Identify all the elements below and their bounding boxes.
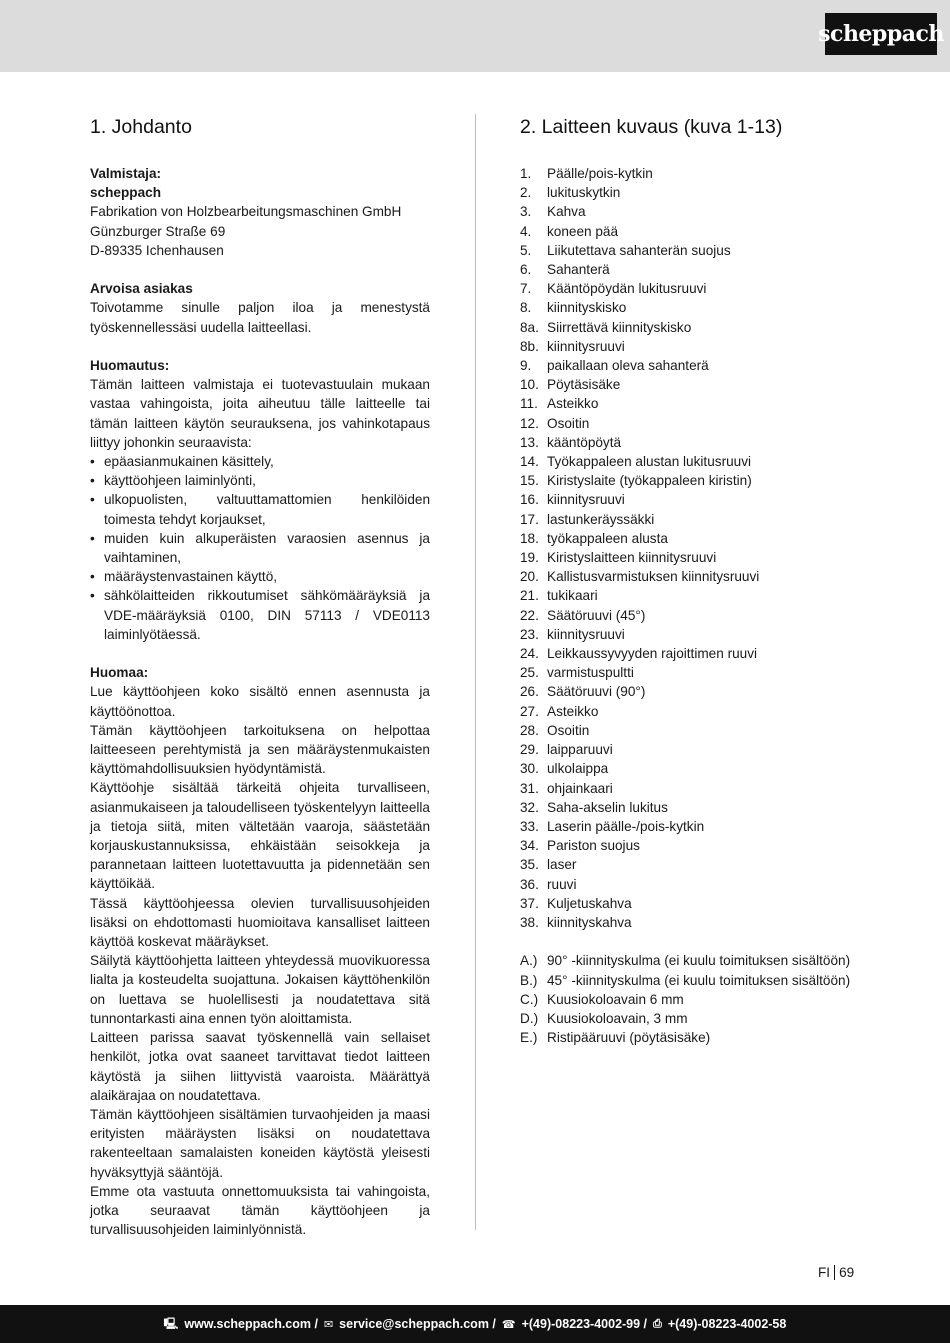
list-item-number: 14. <box>520 454 539 470</box>
list-item-text: Säätöruuvi (90°) <box>547 684 646 700</box>
note-label: Huomaa: <box>90 665 149 681</box>
list-item <box>520 586 860 605</box>
list-item-text: varmistuspultti <box>547 665 634 681</box>
note-paragraph: Emme ota vastuuta onnettomuuksista tai vahingoista, jotka seuraavat tämän käyttöohjeen ja turvallisuusohjeiden laiminlyönnistä. <box>90 1183 430 1238</box>
list-item <box>520 817 860 836</box>
list-item: • määräystenvastainen käyttö, <box>90 567 430 586</box>
list-item-number: 8a. <box>520 319 539 335</box>
customer-label: Arvoisa asiakas <box>90 281 193 297</box>
list-item <box>520 414 860 433</box>
manufacturer-label: Valmistaja: <box>90 166 162 181</box>
list-item-text: Kääntöpöydän lukitusruuvi <box>547 281 707 297</box>
list-item-number: 8. <box>520 300 532 316</box>
list-item-text: laipparuuvi <box>547 742 613 758</box>
list-item-number: 9. <box>520 358 532 374</box>
note-paragraph: Käyttöohje sisältää tärkeitä ohjeita turvalliseen, asianmukaiseen ja taloudelliseen työskentelyyn laitteella ja tietoja siitä, miten vältetään vaaroja, säästetään korjauskustannuksissa, ehkäistään seisokkeja ja parannetaan laitteen luotettavuutta ja pidennetään sen käyttöikää. <box>90 780 430 892</box>
manufacturer-block <box>90 164 430 260</box>
list-item-text: Leikkaussyvyyden rajoittimen ruuvi <box>547 646 758 662</box>
list-item-number: 11. <box>520 396 538 412</box>
list-item <box>520 894 860 913</box>
note-block <box>90 663 430 1239</box>
list-item-text: Kuusiokoloavain 6 mm <box>547 991 684 1007</box>
list-item-number: 23. <box>520 626 539 642</box>
page-language: FI <box>818 1265 831 1280</box>
customer-text: Toivotamme sinulle paljon iloa ja menestystä työskennellessäsi uudella laitteellasi. <box>90 300 430 335</box>
list-item <box>520 721 860 740</box>
list-item <box>520 644 860 663</box>
notice-label: Huomautus: <box>90 358 170 373</box>
list-item <box>520 875 860 894</box>
list-item-text: laser <box>547 857 577 873</box>
list-item-text: koneen pää <box>547 223 619 239</box>
list-item-number: 8b. <box>520 338 539 354</box>
list-item <box>520 625 860 644</box>
list-item <box>520 433 860 452</box>
footer-email: service@scheppach.com / <box>339 1317 496 1331</box>
list-item-text: Kiristyslaitteen kiinnitysruuvi <box>547 550 717 566</box>
note-paragraph: Tässä käyttöohjeessa olevien turvallisuusohjeiden lisäksi on ehdottomasti huomioitava kansalliset laitteen käyttöä koskevat määräykset. <box>90 895 430 950</box>
note-paragraph: Tämän käyttöohjeen sisältämien turvaohjeiden ja maasi erityisten määräysten lisäksi on noudatettava rakenteeltaan samalaisten koneiden käytöstä yleisesti hyväksyttyjä sääntöjä. <box>90 1106 430 1180</box>
list-item <box>520 375 860 394</box>
list-item <box>520 241 860 260</box>
list-item <box>520 452 860 471</box>
list-item <box>520 567 860 586</box>
list-item <box>520 490 860 509</box>
list-item: • sähkölaitteiden rikkoutumiset sähkömääräyksiä ja VDE-määräyksiä 0100, DIN 57113 / VDE0113 laiminlyötäessä. <box>90 586 430 644</box>
list-item-number: 10. <box>520 377 539 393</box>
list-item-text: Kallistusvarmistuksen kiinnitysruuvi <box>547 569 760 585</box>
list-item-number: 22. <box>520 607 539 623</box>
list-item <box>520 529 860 548</box>
page-number <box>818 1265 854 1280</box>
list-item-text: 90° -kiinnityskulma (ei kuulu toimituksen sisältöön) <box>547 953 851 969</box>
manufacturer-line: Fabrikation von Holzbearbeitungsmaschinen GmbH <box>90 204 402 220</box>
list-item <box>520 779 860 798</box>
note-paragraph: Laitteen parissa saavat työskennellä vain sellaiset henkilöt, jotka ovat saaneet tarvittavat tiedot laitteen käytöstä ja siihen liittyvistä vaaroista. Määrättyä alaikärajaa on noudatettava. <box>90 1030 430 1103</box>
list-item-text: Kiristyslaite (työkappaleen kiristin) <box>547 473 752 489</box>
list-item <box>520 913 860 932</box>
notice-block <box>90 356 430 644</box>
notice-bullet-list <box>90 452 430 644</box>
section-heading-introduction: 1. Johdanto <box>90 116 192 138</box>
list-item-text: Asteikko <box>547 396 599 412</box>
list-item-number: 37. <box>520 895 539 911</box>
list-item <box>520 164 860 183</box>
list-item-number: 21. <box>520 588 539 604</box>
fax-icon: ⎙ <box>653 1317 662 1330</box>
list-item-text: Siirrettävä kiinnityskisko <box>547 319 692 335</box>
section-heading-description: 2. Laitteen kuvaus (kuva 1-13) <box>520 116 783 138</box>
list-item-text: Kahva <box>547 204 586 220</box>
list-item-text: ruuvi <box>547 876 577 892</box>
list-item-text: Työkappaleen alustan lukitusruuvi <box>547 454 752 470</box>
list-item-number: 29. <box>520 742 539 758</box>
list-item-text: kiinnitysruuvi <box>547 338 625 354</box>
list-item <box>520 394 860 413</box>
description-column <box>520 114 860 1047</box>
list-item <box>520 279 860 298</box>
list-item-text: kiinnitysruuvi <box>547 492 625 508</box>
list-item-text: Kuusiokoloavain, 3 mm <box>547 1010 688 1026</box>
header-band <box>0 0 950 72</box>
page-separator <box>834 1265 835 1280</box>
list-item <box>520 702 860 721</box>
list-item-number: 20. <box>520 569 539 585</box>
list-item <box>520 798 860 817</box>
list-item <box>520 740 860 759</box>
list-item-text: Pöytäsisäke <box>547 377 621 393</box>
notice-intro: Tämän laitteen valmistaja ei tuotevastuulain mukaan vastaa vahingoista, joita aiheutuu tälle laitteelle tai tämän laitteen käytön seurauksena, jos vahinkotapaus liittyy johonkin seuraavista: <box>90 377 430 450</box>
manufacturer-line: Günzburger Straße 69 <box>90 223 226 239</box>
list-item-number: 36. <box>520 876 539 892</box>
list-item <box>520 260 860 279</box>
list-item-number: A.) <box>520 953 538 969</box>
list-item-text: lukituskytkin <box>547 185 621 201</box>
envelope-icon: ✉ <box>323 1318 334 1331</box>
list-item-number: 1. <box>520 166 532 181</box>
list-item <box>520 298 860 317</box>
list-item-text: Päälle/pois-kytkin <box>547 166 653 181</box>
list-item <box>520 990 860 1009</box>
list-item-text: Sahanterä <box>547 262 610 278</box>
list-item <box>520 202 860 221</box>
list-item-number: 4. <box>520 223 532 239</box>
list-item <box>520 1009 860 1028</box>
list-item-number: 38. <box>520 914 539 930</box>
list-item: • ulkopuolisten, valtuuttamattomien henkilöiden toimesta tehdyt korjaukset, <box>90 490 430 528</box>
customer-block <box>90 279 430 337</box>
list-item-text: Säätöruuvi (45°) <box>547 607 646 623</box>
list-item <box>520 836 860 855</box>
introduction-column <box>90 114 430 1239</box>
manufacturer-line: D-89335 Ichenhausen <box>90 242 224 258</box>
list-item <box>520 663 860 682</box>
list-item-text: kääntöpöytä <box>547 434 622 450</box>
list-item-number: 27. <box>520 703 539 719</box>
list-item-number: 6. <box>520 262 532 278</box>
list-item-text: Pariston suojus <box>547 838 640 854</box>
manufacturer-name: scheppach <box>90 185 162 201</box>
list-item <box>520 318 860 337</box>
list-item <box>520 951 860 970</box>
list-item-number: 15. <box>520 473 539 489</box>
list-item-text: Ristipääruuvi (pöytäsisäke) <box>547 1030 711 1046</box>
list-item: • muiden kuin alkuperäisten varaosien asennus ja vaihtaminen, <box>90 529 430 567</box>
list-item <box>520 510 860 529</box>
list-item-number: 18. <box>520 530 539 546</box>
list-item <box>520 971 860 990</box>
parts-list <box>520 164 860 932</box>
list-item-number: D.) <box>520 1010 539 1026</box>
list-item-text: työkappaleen alusta <box>547 530 668 546</box>
list-item <box>520 548 860 567</box>
list-item-text: Liikutettava sahanterän suojus <box>547 242 731 258</box>
list-item-text: tukikaari <box>547 588 598 604</box>
list-item-number: 33. <box>520 818 539 834</box>
list-item-text: Kuljetuskahva <box>547 895 632 911</box>
list-item <box>520 606 860 625</box>
list-item-number: E.) <box>520 1030 538 1046</box>
list-item-number: 25. <box>520 665 539 681</box>
column-divider <box>475 114 476 1230</box>
list-item-text: paikallaan oleva sahanterä <box>547 358 709 374</box>
list-item-text: ulkolaippa <box>547 761 609 777</box>
list-item <box>520 337 860 356</box>
scheppach-logo: scheppach <box>825 13 937 55</box>
list-item-text: 45° -kiinnityskulma (ei kuulu toimituksen sisältöön) <box>547 972 851 988</box>
list-item-number: 2. <box>520 185 532 201</box>
list-item-number: 30. <box>520 761 539 777</box>
footer-fax: +(49)-08223-4002-58 <box>667 1317 787 1331</box>
list-item-text: lastunkeräyssäkki <box>547 511 655 527</box>
list-item <box>520 855 860 874</box>
list-item-number: 12. <box>520 415 539 431</box>
phone-icon: ☎ <box>501 1318 516 1331</box>
list-item-number: 7. <box>520 281 532 297</box>
list-item <box>520 759 860 778</box>
list-item-text: Saha-akselin lukitus <box>547 799 668 815</box>
list-item: • epäasianmukainen käsittely, <box>90 452 430 471</box>
list-item-text: Osoitin <box>547 415 590 431</box>
list-item <box>520 222 860 241</box>
accessories-list <box>520 951 860 1047</box>
list-item-number: 35. <box>520 857 539 873</box>
note-paragraph: Tämän käyttöohjeen tarkoituksena on helpottaa laitteeseen perehtymistä ja sen määräystenmukaisten käyttömahdollisuuksien hyödyntämistä. <box>90 722 430 777</box>
list-item <box>520 471 860 490</box>
list-item-number: 3. <box>520 204 532 220</box>
list-item-number: B.) <box>520 972 538 988</box>
footer-phone: +(49)-08223-4002-99 / <box>521 1317 648 1331</box>
list-item-number: 5. <box>520 242 532 258</box>
list-item-text: Asteikko <box>547 703 599 719</box>
list-item <box>520 356 860 375</box>
note-paragraph: Säilytä käyttöohjetta laitteen yhteydessä muovikuoressa lialta ja kosteudelta suojattuna. Jokaisen käyttöhenkilön on luettava se huolellisesti ja noudatettava sitä tunnontarkasti aina ennen työn aloittamista. <box>90 953 430 1026</box>
monitor-icon: 🖳 <box>163 1317 179 1330</box>
list-item-text: ohjainkaari <box>547 780 613 796</box>
list-item-text: kiinnityskisko <box>547 300 627 316</box>
list-item <box>520 682 860 701</box>
list-item-text: kiinnityskahva <box>547 914 632 930</box>
list-item-number: 32. <box>520 799 539 815</box>
list-item <box>520 183 860 202</box>
list-item-number: 19. <box>520 550 539 566</box>
list-item-number: 17. <box>520 511 539 527</box>
list-item-number: 26. <box>520 684 539 700</box>
page-number-value: 69 <box>839 1265 855 1280</box>
list-item-number: 13. <box>520 434 539 450</box>
footer-website: www.scheppach.com / <box>184 1317 318 1331</box>
list-item-text: Osoitin <box>547 722 590 738</box>
list-item-number: C.) <box>520 991 539 1007</box>
list-item-number: 34. <box>520 838 539 854</box>
list-item-number: 28. <box>520 722 539 738</box>
list-item-number: 24. <box>520 646 539 662</box>
list-item: • käyttöohjeen laiminlyönti, <box>90 471 430 490</box>
note-paragraph: Lue käyttöohjeen koko sisältö ennen asennusta ja käyttöönottoa. <box>90 684 430 719</box>
list-item-text: kiinnitysruuvi <box>547 626 625 642</box>
list-item-number: 31. <box>520 780 539 796</box>
contact-footer <box>0 1305 950 1343</box>
list-item-number: 16. <box>520 492 539 508</box>
list-item <box>520 1028 860 1047</box>
list-item-text: Laserin päälle-/pois-kytkin <box>547 818 705 834</box>
